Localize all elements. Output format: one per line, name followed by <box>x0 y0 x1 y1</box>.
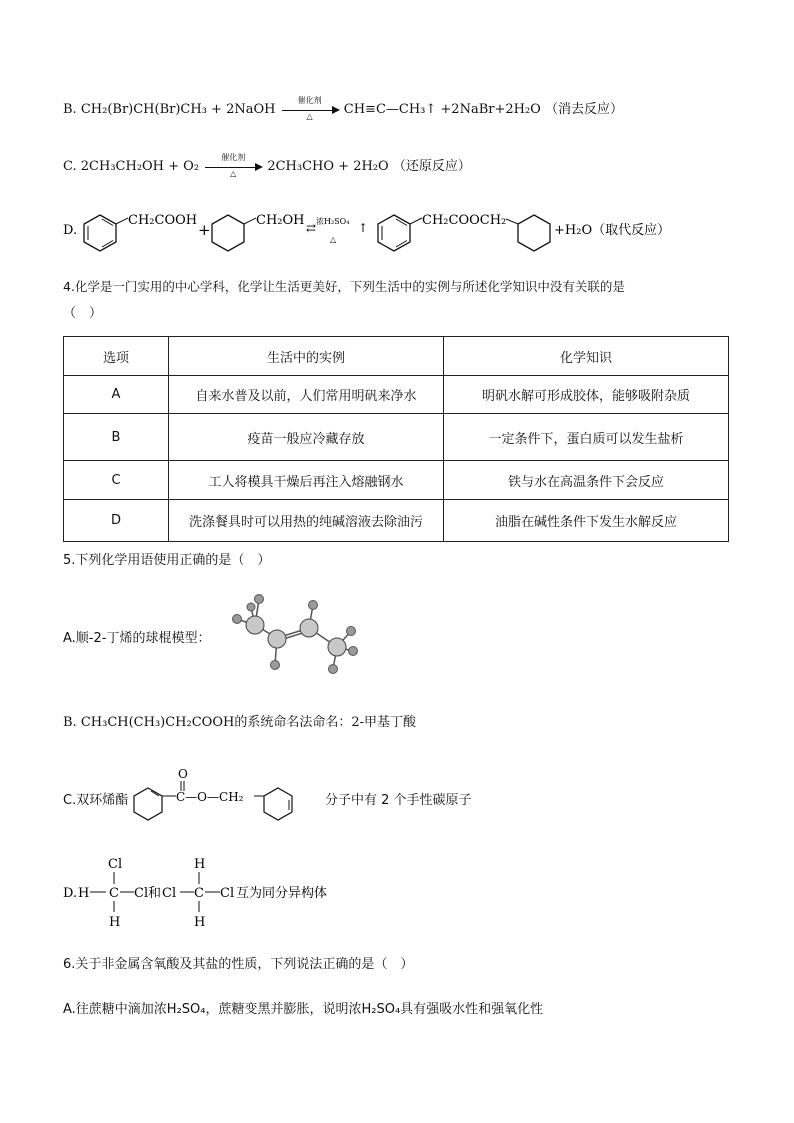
table-row <box>64 414 729 461</box>
option-b-equation <box>63 95 623 121</box>
option-d-suffix: 互为同分异构体 <box>236 886 328 901</box>
hydrogen-atom: H <box>78 886 90 901</box>
cyclohexane-ring-2 <box>518 215 550 251</box>
example-cell: 疫苗一般应冷藏存放 <box>169 414 444 461</box>
option-label: D. <box>63 886 78 901</box>
question-5-stem: 5.下列化学用语使用正确的是（ ） <box>63 553 271 568</box>
reaction-arrow <box>280 95 340 121</box>
hydrogen-atom: H <box>109 915 121 930</box>
ester-group: CH₂COOCH₂ <box>422 213 507 228</box>
hydrogen-atom: H <box>194 857 206 872</box>
chlorine-atom: Cl <box>108 857 123 872</box>
option-c-suffix: 分子中有 2 个手性碳原子 <box>325 793 472 808</box>
plus-sign: + <box>198 221 211 239</box>
knowledge-cell: 铁与水在高温条件下会反应 <box>444 461 729 500</box>
answer-blank: （ ） <box>63 306 103 321</box>
question-4-table <box>63 336 729 542</box>
option-a-text: A.顺-2-丁烯的球棍模型： <box>63 631 211 646</box>
question-6-stem: 6.关于非金属含氧酸及其盐的性质，下列说法正确的是（ ） <box>63 957 414 972</box>
question-4-stem: 4.化学是一门实用的中心学科，化学让生活更美好，下列生活中的实例与所述化学知识中没有关联的是 <box>63 279 625 294</box>
knowledge-cell: 油脂在碱性条件下发生水解反应 <box>444 500 729 542</box>
products: 2CH₃CHO + 2H₂O <box>267 159 389 174</box>
option-c-equation <box>63 152 471 178</box>
column-header: 生活中的实例 <box>169 337 444 376</box>
chlorine-atom: Cl <box>162 886 177 901</box>
option-b-text: B. CH₃CH(CH₃)CH₂COOH的系统命名法命名：2-甲基丁酸 <box>63 715 416 730</box>
option-cell: B <box>64 414 169 461</box>
bicyclic-ester-structure <box>130 764 325 826</box>
option-c-prefix: C.双环烯酯 <box>63 793 129 808</box>
svg-text:↑: ↑ <box>358 221 369 235</box>
table-row <box>64 376 729 414</box>
option-label: C. <box>63 159 77 174</box>
reaction-arrow <box>306 216 368 244</box>
chlorine-atom: Cl <box>220 886 235 901</box>
option-d-structures <box>60 852 360 930</box>
heat-symbol: △ <box>306 111 313 121</box>
svg-text:⇄: ⇄ <box>306 221 317 235</box>
cyclohexylmethanol-group: CH₂OH <box>256 213 305 228</box>
column-header: 选项 <box>64 337 169 376</box>
chlorine-atom: Cl <box>134 886 149 901</box>
reaction-arrow <box>203 152 263 178</box>
benzene-ring-1 <box>84 215 116 251</box>
reaction-type: （消去反应） <box>544 102 623 117</box>
reaction-type: （还原反应） <box>392 159 471 174</box>
catalyst-label: 催化剂 <box>297 95 322 105</box>
option-cell: A <box>64 376 169 414</box>
table-row <box>64 500 729 542</box>
option-cell: D <box>64 500 169 542</box>
reactants: CH₂(Br)CH(Br)CH₃ + 2NaOH <box>80 102 276 117</box>
example-cell: 自来水普及以前，人们常用明矾来净水 <box>169 376 444 414</box>
carbonyl-oxygen: O <box>178 767 188 781</box>
reactants: 2CH₃CH₂OH + O₂ <box>80 159 200 174</box>
option-cell: C <box>64 461 169 500</box>
option-label: D. <box>63 223 78 238</box>
ester-chain: C—O—CH₂ <box>176 790 244 804</box>
products: CH≡C—CH₃↑ +2NaBr+2H₂O <box>343 102 541 117</box>
hydrogen-atom: H <box>194 915 206 930</box>
condition-label: 浓H₂SO₄ <box>316 217 350 226</box>
example-cell: 洗涤餐具时可以用热的纯碱溶液去除油污 <box>169 500 444 542</box>
reaction-tail: +H₂O（取代反应） <box>554 223 671 238</box>
question-6-option-a: A.往蔗糖中滴加浓H₂SO₄，蔗糖变黑并膨胀，说明浓H₂SO₄具有强吸水性和强氧化性 <box>63 1002 544 1017</box>
phenylacetic-acid-group: CH₂COOH <box>128 213 198 228</box>
knowledge-cell: 一定条件下，蛋白质可以发生盐析 <box>444 414 729 461</box>
cyclohexane-ring-1 <box>212 215 244 251</box>
carbon-atom: C <box>109 886 119 901</box>
table-header-row <box>64 337 729 376</box>
heat-symbol: △ <box>230 168 237 178</box>
carbon-atom: C <box>194 886 204 901</box>
option-label: B. <box>63 102 77 117</box>
catalyst-label: 催化剂 <box>221 152 246 162</box>
benzene-ring-2 <box>378 215 410 251</box>
heat-symbol: △ <box>330 235 337 244</box>
option-d-equation <box>60 202 750 258</box>
knowledge-cell: 明矾水解可形成胶体，能够吸附杂质 <box>444 376 729 414</box>
column-header: 化学知识 <box>444 337 729 376</box>
example-cell: 工人将模具干燥后再注入熔融钢水 <box>169 461 444 500</box>
ball-and-stick-model <box>225 585 365 677</box>
and-label: 和 <box>148 886 162 901</box>
table-row <box>64 461 729 500</box>
